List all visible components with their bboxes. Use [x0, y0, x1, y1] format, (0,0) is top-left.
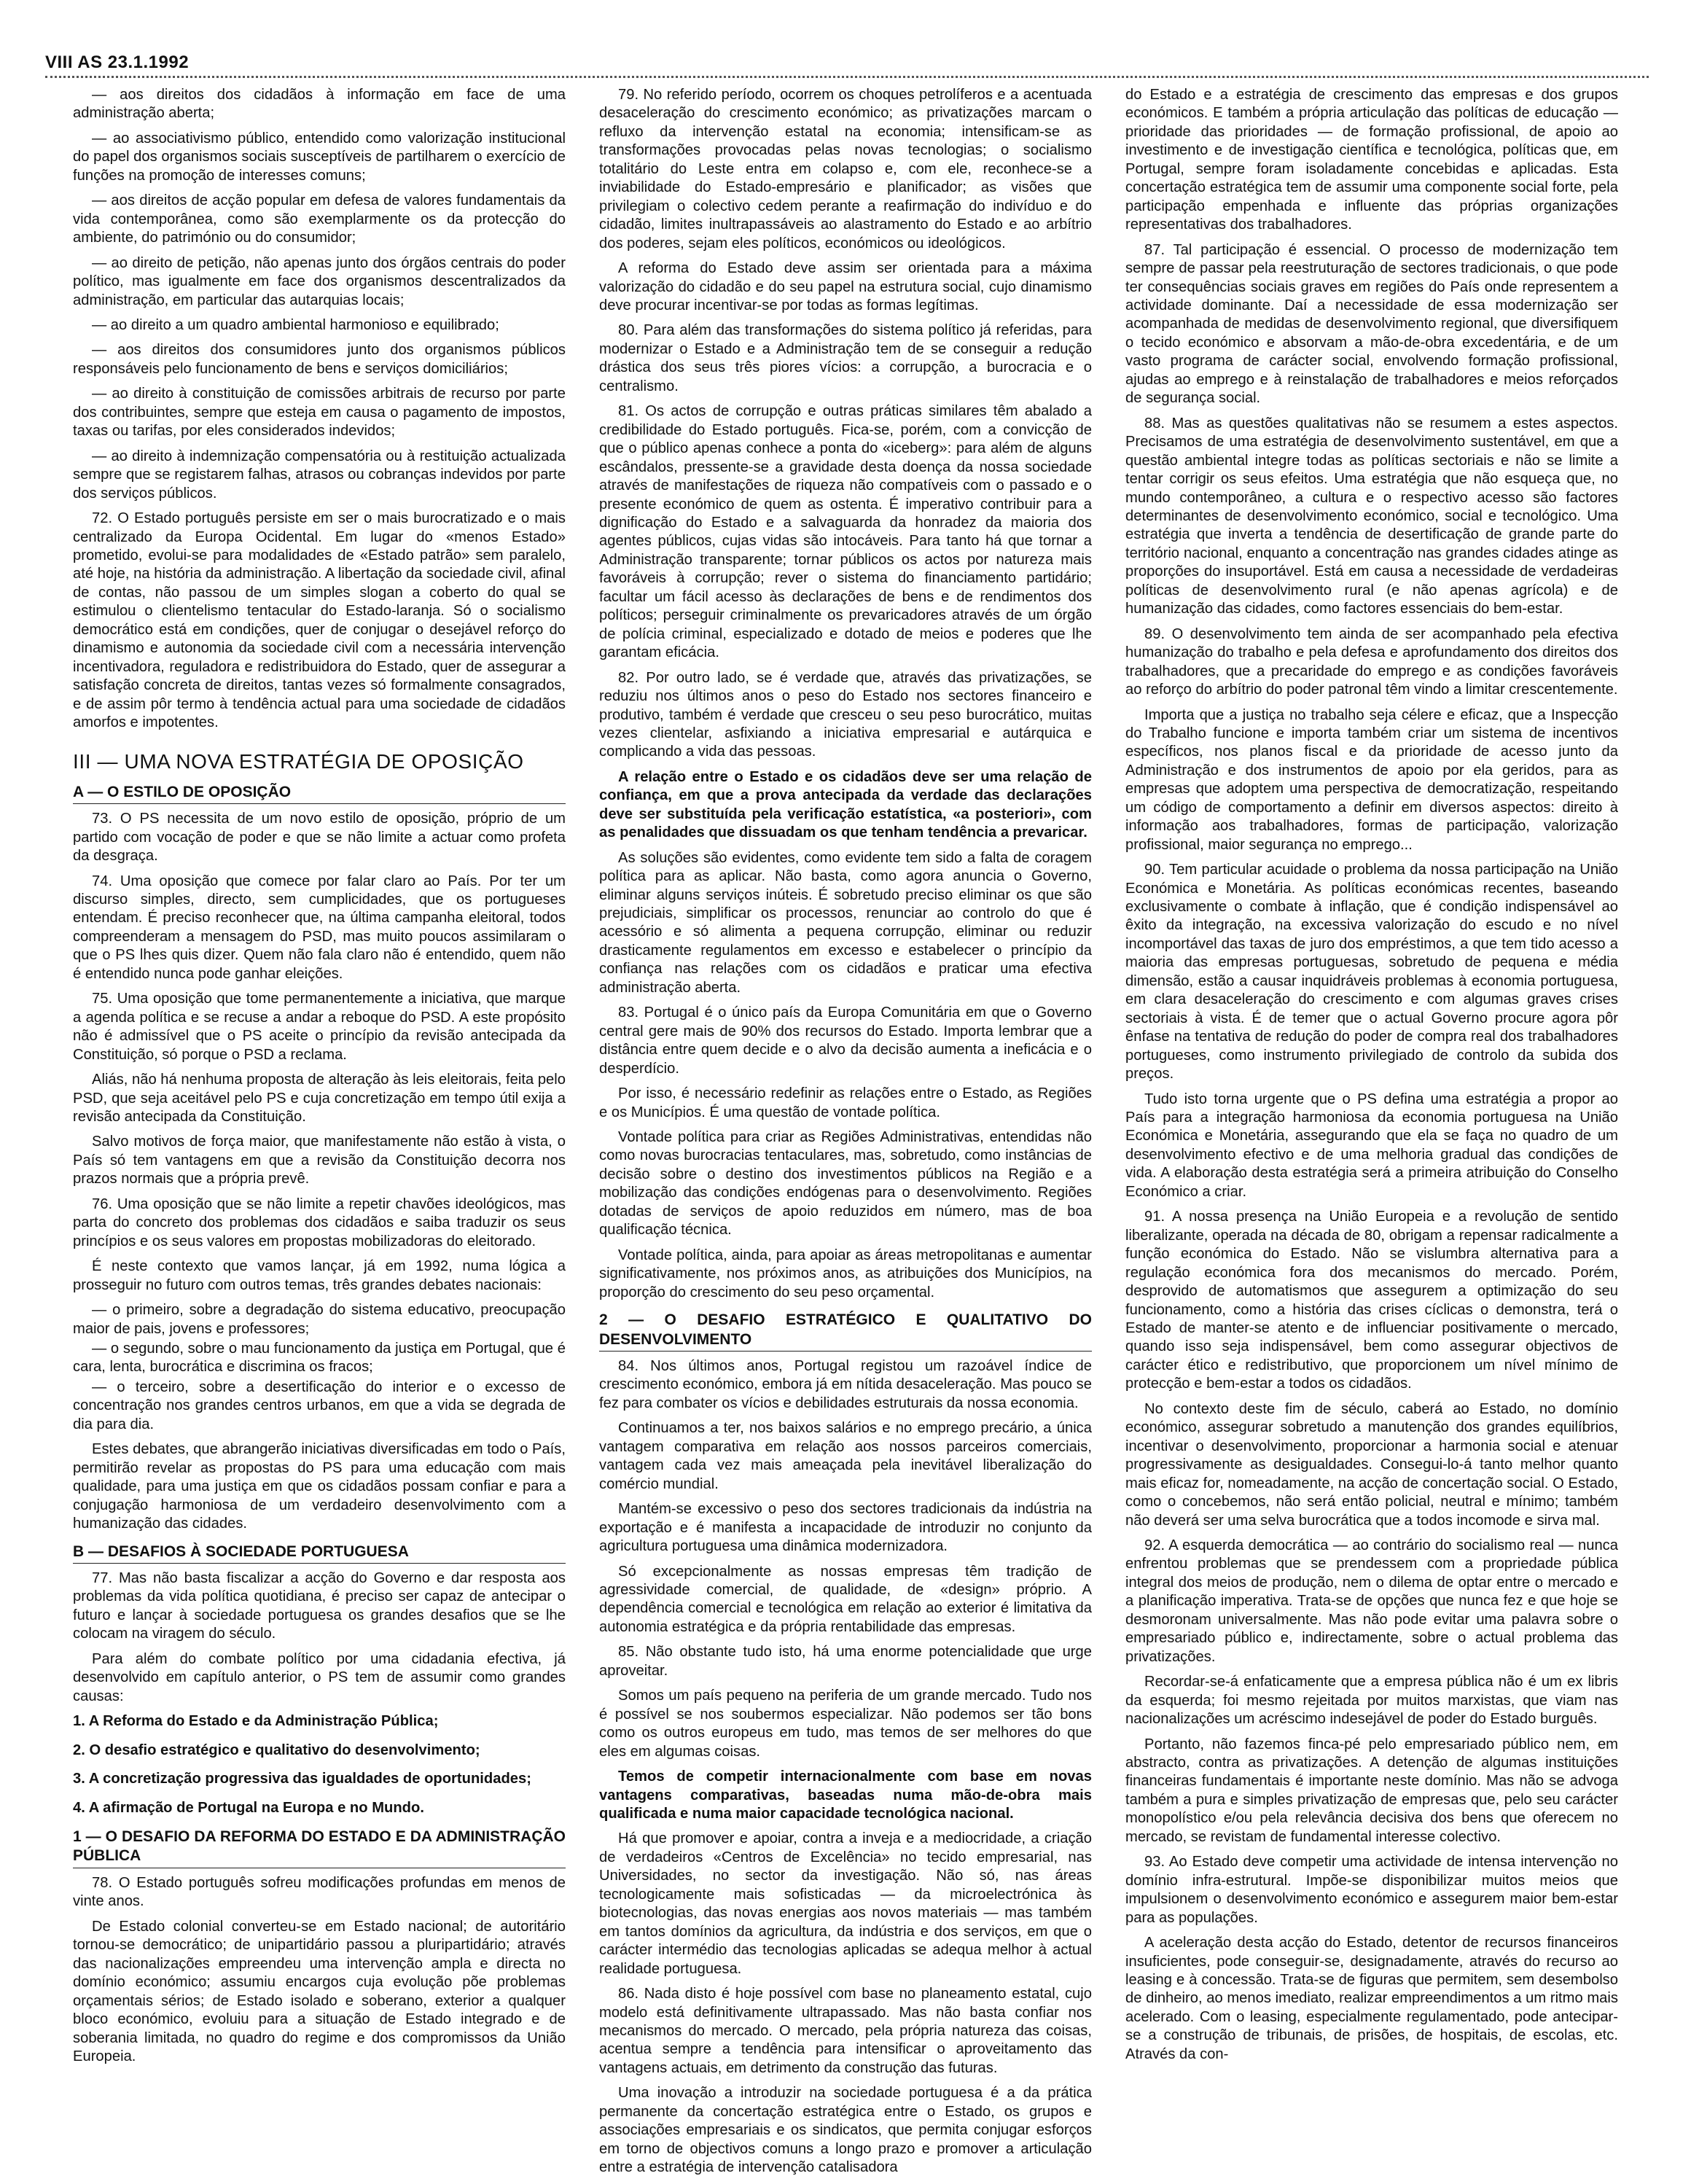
list-item: — o primeiro, sobre a degradação do sistema educativo, preocupação maior de pais, jovens e professores; [73, 1302, 566, 1337]
paragraph-82: 82. Por outro lado, se é verdade que, através das privatizações, se reduziu nos últimos anos o peso do Estado nos sectores financeiro e produtivo, também é verdade que cresceu o seu peso burocrático, muitas vezes clientelar, asfixiando a iniciativa empresarial e autárquica e complicando a vida das pessoas. [599, 669, 1092, 760]
paragraph: Tudo isto torna urgente que o PS defina uma estratégia a propor ao País para a integração harmoniosa da economia portuguesa na União Económica e Monetária, assegurando que ela se faça no quadro de um desenvolvimento efectivo e de uma melhoria gradual das condições de vida. A elaboração desta estratégia será a primeira atribuição do Conselho Económico a criar. [1125, 1091, 1618, 1200]
column-1 [73, 86, 566, 2184]
paragraph-91: 91. A nossa presença na União Europeia e a revolução de sentido liberalizante, operada na década de 80, obrigam a repensar radicalmente a função económica do Estado. Não se vislumbra alternativa para a regulação económica fora dos mecanismos do mercado. Porém, desprovido de automatismos que assegurem a optimização do seu funcionamento, como a história das crises cíclicas o demonstra, terá o Estado de manter-se atento e de influenciar positivamente o mercado, quando isso seja indispensável, bem como assegurar objectivos de carácter ético e redistributivo, que proporcionem um nível mínimo de protecção e bem-estar a todos os cidadãos. [1125, 1209, 1618, 1392]
paragraph: — aos direitos dos consumidores junto dos organismos públicos responsáveis pelo funcionamento de bens e serviços domiciliários; [73, 342, 566, 377]
paragraph: Por isso, é necessário redefinir as relações entre o Estado, as Regiões e os Municípios. É uma questão de vontade política. [599, 1085, 1092, 1120]
paragraph-72: 72. O Estado português persiste em ser o mais burocratizado e o mais centralizado da Europa Ocidental. Em lugar do «menos Estado» prometido, evolui-se para modalidades de «Estado patrão» sem paralelo, até hoje, na história da administração. A libertação da sociedade civil, afinal de contas, não passou de um simples slogan a coberto do qual se estimulou o clientelismo tentacular do Estado-laranja. Só o socialismo democrático está em condições, quer de conjugar o desejável reforço do dinamismo e autonomia da sociedade civil com a necessária intervenção incentivadora, reguladora e redistribuidora do Estado, quer de assegurar a satisfação concreta de direitos, tantas vezes só formalmente consagrados, e de assim pôr termo à tendência actual para uma sociedade de cidadãos amorfos e impotentes. [73, 510, 566, 731]
text-columns [73, 86, 1618, 2176]
paragraph: Salvo motivos de força maior, que manifestamente não estão à vista, o País só tem vantagens em que a revisão da Constituição decorra nos prazos normais que a própria prevê. [73, 1134, 566, 1187]
paragraph-78: 78. O Estado português sofreu modificações profundas em menos de vinte anos. [73, 1874, 566, 1910]
paragraph-84: 84. Nos últimos anos, Portugal registou um razoável índice de crescimento económico, embora já em nítida desaceleração. Mas pouco se fez para combater os vícios e debilidades estruturais da nossa economia. [599, 1358, 1092, 1411]
paragraph: Há que promover e apoiar, contra a inveja e a mediocridade, a criação de verdadeiros «Centros de Excelência» no tecido empresarial, nas Universidades, no sector da investigação. Não só, nas áreas tecnologicamente mais sofisticadas — da microelectrónica às biotecnologias, das novas energias aos novos materiais — mas também em tantos domínios da agricultura, da indústria e dos serviços, em que o carácter intermédio das tecnologias aplicadas se adequa melhor à actual realidade portuguesa. [599, 1830, 1092, 1977]
paragraph-83: 83. Portugal é o único país da Europa Comunitária em que o Governo central gere mais de 90% dos recursos do Estado. Importa lembrar que a distância entre quem decide e o alvo da decisão aumenta a ineficácia e o desperdício. [599, 1005, 1092, 1077]
cause-item: 2. O desafio estratégico e qualitativo do desenvolvimento; [73, 1742, 480, 1758]
cause-item: 4. A afirmação de Portugal na Europa e no Mundo. [73, 1799, 424, 1816]
paragraph: Temos de competir internacionalmente com base em novas vantagens comparativas, baseadas numa mão-de-obra mais qualificada e numa maior capacidade tecnológica nacional. [599, 1768, 1092, 1822]
paragraph: Continuamos a ter, nos baixos salários e no emprego precário, a única vantagem comparativa em relação aos nossos parceiros comerciais, vantagem cada vez mais ameaçada pela inevitável liberalização do comércio mundial. [599, 1420, 1092, 1492]
paragraph: Vontade política, ainda, para apoiar as áreas metropolitanas e aumentar significativamente, nos próximos anos, as atribuições dos Municípios, na proporção do crescimento do seu peso orçamental. [599, 1247, 1092, 1300]
paragraph: No contexto deste fim de século, caberá ao Estado, no domínio económico, assegurar sobretudo a manutenção dos grandes equilíbrios, incentivar o desenvolvimento, proporcionar a harmonia social e atenuar progressivamente as desigualdades. Consegui-lo-á tanto melhor quanto mais eficaz for, nomeadamente, na acção de concertação social. O Estado, como o concebemos, não será então policial, neutral e mínimo; também não deverá ser uma selva burocrática que a todos incomode e sirva mal. [1125, 1400, 1618, 1529]
paragraph: Uma inovação a introduzir na sociedade portuguesa é a da prática permanente da concertação estratégica entre o Estado, os grupos e associações empresariais e os sindicatos, que permita conjugar esforços em torno de objectivos comuns a longo prazo e promover a articulação entre a estratégia de intervenção catalisadora [599, 2085, 1092, 2176]
paragraph: Só excepcionalmente as nossas empresas têm tradição de agressividade comercial, de qualidade, de «design» próprio. A dependência comercial e tecnológica em relação ao exterior é limitativa da autonomia estratégica e da própria rentabilidade das empresas. [599, 1563, 1092, 1635]
paragraph: Mantém-se excessivo o peso dos sectores tradicionais da indústria na exportação e é manifesta a incapacidade de introduzir no conjunto da agricultura portuguesa uma dinâmica modernizadora. [599, 1501, 1092, 1555]
paragraph-80: 80. Para além das transformações do sistema político já referidas, para modernizar o Estado e a Administração tem de se conseguir a redução drástica dos seus três piores vícios: a corrupção, a burocracia e o centralismo. [599, 322, 1092, 394]
section-heading-a: A — O ESTILO DE OPOSIÇÃO [73, 783, 566, 804]
paragraph-88: 88. Mas as questões qualitativas não se resumem a estes aspectos. Precisamos de uma estratégia de desenvolvimento sustentável, em que a questão ambiental integre todas as políticas sectoriais e não se limite a tentar corrigir os seus efeitos. Uma estratégia que não esqueça que, no mundo contemporâneo, a cultura e o respectivo acesso são factores determinantes de desenvolvimento económico, social e tecnológico. Uma estratégia que inverta a tendência de desertificação de grande parte do território nacional, enquanto a concentração nas grandes cidades atinge as proporções do insuportável. Está em causa a necessidade de verdadeiras políticas de desenvolvimento rural (e não apenas agrícola) e de humanização das cidades, como factores essenciais do bem-estar. [1125, 415, 1618, 617]
paragraph: — ao associativismo público, entendido como valorização institucional do papel dos organismos sociais susceptíveis de partilharem o exercício de funções na promoção de interesses comuns; [73, 130, 566, 184]
page-header [45, 44, 1649, 78]
paragraph: De Estado colonial converteu-se em Estado nacional; de autoritário tornou-se democrático; de unipartidário passou a pluripartidário; através das nacionalizações empreendeu uma intervenção ampla e directa no domínio económico; assumiu encargos cuja evolução põe problemas orçamentais sérios; de Estado isolado e soberano, exterior a qualquer bloco económico, evoluiu para a situação de Estado integrado e de soberania limitada, no quadro do regime e dos compromissos da União Europeia. [73, 1918, 566, 2064]
paragraph-77: 77. Mas não basta fiscalizar a acção do Governo e dar resposta aos problemas da vida política quotidiana, é preciso ser capaz de antecipar o futuro e lançar à sociedade portuguesa os grandes desafios que se lhe colocam na viragem do século. [73, 1569, 566, 1642]
paragraph: As soluções são evidentes, como evidente tem sido a falta de coragem política para as aplicar. Não basta, como agora anuncia o Governo, eliminar alguns serviços inúteis. É sobretudo preciso eliminar os que são prejudiciais, simplificar os processos, renunciar ao controlo do que é acessório e só alimenta a pequena corrupção, eliminar ou reduzir drasticamente regulamentos em excesso e estabelecer o princípio da confiança nas relações com os cidadãos e praticar uma efectiva administração aberta. [599, 849, 1092, 996]
paragraph: — aos direitos dos cidadãos à informação em face de uma administração aberta; [73, 87, 566, 122]
paragraph-85: 85. Não obstante tudo isto, há uma enorme potencialidade que urge aproveitar. [599, 1644, 1092, 1679]
paragraph-79: 79. No referido período, ocorrem os choques petrolíferos e a acentuada desaceleração do crescimento económico; as privatizações marcam o refluxo da intervenção estatal na economia; intensificam-se as transformações provocadas pelas novas tecnologias; o socialismo totalitário do Leste entra em colapso e, com ele, reconhece-se a inviabilidade do Estado-empresário e planificador; as visões que privilegiam o colectivo cedem perante a reafirmação do indivíduo e do cidadão, limites inultrapassáveis ao alastramento do Estado e ao arbítrio dos poderes, sejam eles políticos, económicos ou ideológicos. [599, 87, 1092, 251]
paragraph: Estes debates, que abrangerão iniciativas diversificadas em todo o País, permitirão revelar as propostas do PS para uma educação com mais qualidade, para uma justiça em que os cidadãos possam confiar e para a conjugação harmoniosa de um verdadeiro desenvolvimento com a humanização das cidades. [73, 1441, 566, 1532]
paragraph-93: 93. Ao Estado deve competir uma actividade de intensa intervenção no domínio infra-estrutural. Impõe-se disponibilizar muitos meios que impulsionem o desenvolvimento económico e assegurem maior bem-estar para as populações. [1125, 1854, 1618, 1926]
paragraph: A aceleração desta acção do Estado, detentor de recursos financeiros insuficientes, pode conseguir-se, designadamente, através do recurso ao leasing e à concessão. Trata-se de figuras que permitem, sem desembolso de dinheiro, ao menos imediato, realizar empreendimentos a um ritmo mais acelerado. Com o leasing, especialmente regulamentado, pode antecipar-se a construção de tribunais, de prisões, de hospitais, de escolas, etc. Através da con- [1125, 1935, 1618, 2062]
paragraph: Importa que a justiça no trabalho seja célere e eficaz, que a Inspecção do Trabalho funcione e importa também criar um sistema de incentivos específicos, nos planos fiscal e da prioridade de acesso junto da Administração e dos instrumentos de apoio por ela geridos, para as empresas que adoptem uma perspectiva de democratização, respeitando um código de comportamento a definir em diversos aspectos: direito à informação aos trabalhadores, formas de participação, valorização profissional, maior segurança no emprego... [1125, 706, 1618, 853]
part-heading: III — UMA NOVA ESTRATÉGIA DE OPOSIÇÃO [73, 749, 524, 773]
paragraph: do Estado e a estratégia de crescimento das empresas e dos grupos económicos. E também a própria articulação das políticas de educação — prioridade das prioridades — de formação profissional, de apoio ao investimento e de investigação científica e tecnológica, políticas que, em Portugal, sempre foram isoladamente concebidas e aplicadas. Esta concertação estratégica tem de assumir uma componente social forte, pela participação empenhada e influente das próprias organizações representativas dos trabalhadores. [1125, 87, 1618, 233]
paragraph: Vontade política para criar as Regiões Administrativas, entendidas não como novas burocracias tentaculares, mas, sobretudo, como instâncias de decisão sobre o destino dos investimentos públicos na Região e a mobilização das condições endógenas para o desenvolvimento. Regiões dotadas de serviços de apoio reduzidos em número, mas de boa qualificação técnica. [599, 1129, 1092, 1239]
column-2 [599, 86, 1092, 2184]
paragraph-76: 76. Uma oposição que se não limite a repetir chavões ideológicos, mas parta do concreto dos problemas dos cidadãos e saiba traduzir os seus princípios e os seus valores em propostas mobilizadoras do eleitorado. [73, 1196, 566, 1249]
cause-item: 1. A Reforma do Estado e da Administração Pública; [73, 1713, 439, 1730]
subsection-heading-2: 2 — O DESAFIO ESTRATÉGICO E QUALITATIVO DO DESENVOLVIMENTO [599, 1311, 1092, 1352]
paragraph-74: 74. Uma oposição que comece por falar claro ao País. Por ter um discurso simples, directo, sem cumplicidades, que os portugueses entendam. É preciso reconhecer que, na última campanha eleitoral, todos compreenderam a mensagem do PSD, mas muito poucos assimilaram o que o PS lhes quis dizer. Quem não fala claro não é entendido, quem não é entendido nunca pode ganhar eleições. [73, 873, 566, 982]
paragraph-73: 73. O PS necessita de um novo estilo de oposição, próprio de um partido com vocação de poder e que se não limite a actuar como profeta da desgraça. [73, 811, 566, 865]
paragraph: — aos direitos de acção popular em defesa de valores fundamentais da vida contemporânea, como são exemplarmente os da protecção do ambiente, do património ou do consumidor; [73, 192, 566, 246]
paragraph: — ao direito à constituição de comissões arbitrais de recurso por parte dos contribuintes, sempre que esteja em causa o pagamento de impostos, taxas ou tarifas, por eles considerados indevidos; [73, 386, 566, 440]
paragraph-86: 86. Nada disto é hoje possível com base no planeamento estatal, cujo modelo está definitivamente ultrapassado. Mas não basta confiar nos mecanismos do mercado. O mercado, pela própria natureza das coisas, acentua sempre a tendência para intensificar o aproveitamento das vantagens actuais, em detrimento da construção das futuras. [599, 1986, 1092, 2076]
list-item: — o segundo, sobre o mau funcionamento da justiça em Portugal, que é cara, lenta, burocrática e discrimina os fracos; [73, 1341, 566, 1376]
paragraph: Portanto, não fazemos finca-pé pelo empresariado público nem, em abstracto, contra as privatizações. A detenção de algumas instituições financeiras fundamentais é importante neste domínio. Mas não se advoga também a pura e simples privatização de empresas que, pelo seu carácter monopolístico e/ou pela relevância decisiva dos bens que oferecem no mercado, se revistam de fundamental interesse colectivo. [1125, 1736, 1618, 1845]
paragraph: Recordar-se-á enfaticamente que a empresa pública não é um ex libris da esquerda; foi mesmo rejeitada por muitos marxistas, que viam nas nacionalizações um acréscimo indesejável de poder do Estado burguês. [1125, 1674, 1618, 1728]
section-heading-b: B — DESAFIOS À SOCIEDADE PORTUGUESA [73, 1543, 566, 1564]
paragraph: É neste contexto que vamos lançar, já em 1992, numa lógica a prosseguir no futuro com outros temas, três grandes debates nacionais: [73, 1258, 566, 1293]
paragraph: — ao direito à indemnização compensatória ou à restituição actualizada sempre que se registarem falhas, atrasos ou cobranças indevidos por parte dos serviços públicos. [73, 448, 566, 502]
paragraph: — ao direito a um quadro ambiental harmonioso e equilibrado; [92, 316, 499, 333]
paragraph: A relação entre o Estado e os cidadãos deve ser uma relação de confiança, em que a prova antecipada da verdade das declarações deve ser substituída pela verificação estatística, «a posteriori», com as penalidades que dissuadam os que tenham tendência a prevaricar. [599, 768, 1092, 841]
list-item: — o terceiro, sobre a desertificação do interior e o excesso de concentração nos grandes centros urbanos, em que a vida se degrada de dia para dia. [73, 1378, 566, 1432]
paragraph-92: 92. A esquerda democrática — ao contrário do socialismo real — nunca enfrentou problemas que se prendessem com a propriedade pública integral dos meios de produção, nem o dilema de optar entre o mercado e a planificação imperativa. Trata-se de opções que nunca fez e que hoje se desmoronam universalmente. Mas não pode evitar uma palavra sobre o empresariado público e, indirectamente, sobre o actual problema das privatizações. [1125, 1537, 1618, 1665]
paragraph-90: 90. Tem particular acuidade o problema da nossa participação na União Económica e Monetária. As políticas económicas recentes, baseando exclusivamente o combate à inflação, que é condição indispensável ao êxito da integração, na excessiva valorização do escudo e no nível incomportável das taxas de juro dos empréstimos, a que tem tido acesso a maioria das empresas portuguesas, sobretudo de pequena e média dimensão, estão a causar inquidráveis problemas à economia portuguesa, em clara desaceleração do crescimento e com algumas graves crises sectoriais à vista. É de temer que o actual Governo procure agora pôr ênfase na tentativa de redução do poder de compra real dos trabalhadores portugueses, como instrumento privilegiado de controlo da subida dos preços. [1125, 862, 1618, 1083]
paragraph: Para além do combate político por uma cidadania efectiva, já desenvolvido em capítulo anterior, o PS tem de assumir como grandes causas: [73, 1650, 566, 1704]
paragraph: — ao direito de petição, não apenas junto dos órgãos centrais do poder político, mas igualmente em face dos organismos descentralizados da administração, em particular das autarquias locais; [73, 254, 566, 308]
paragraph-87: 87. Tal participação é essencial. O processo de modernização tem sempre de passar pela reestruturação de sectores tradicionais, o que pode ter consequências sociais graves em regiões do País onde representem a actividade dominante. Daí a necessidade de essa modernização ser acompanhada de medidas de desenvolvimento regional, que diversifiquem o tecido económico e absorvam a mão-de-obra excedentária, e de um vasto programa de carácter social, envolvendo formação profissional, ajudas ao emprego e à reinstalação de trabalhadores e meios reforçados de segurança social. [1125, 241, 1618, 407]
paragraph: Somos um país pequeno na periferia de um grande mercado. Tudo nos é possível se nos soubermos especializar. Não podemos ser tão bons como os outros europeus em tudo, mas temos de ser melhores do que eles em algumas coisas. [599, 1688, 1092, 1760]
paragraph-75: 75. Uma oposição que tome permanentemente a iniciativa, que marque a agenda política e se recuse a andar a reboque do PSD. A este propósito não é admissível que o PS aceite o princípio da revisão antecipada da Constituição, só porque o PSD a reclama. [73, 991, 566, 1063]
paragraph-81: 81. Os actos de corrupção e outras práticas similares têm abalado a credibilidade do Estado português. Fica-se, porém, com a convicção de que o público apenas conhece a ponta do «iceberg»: para além de alguns escândalos, pressente-se a gravidade desta doença da nossa sociedade através de manifestações de riqueza não compatíveis com o passado e o presente económico de quem as ostenta. É imperativo contribuir para a dignificação do Estado e a salvaguarda da honradez da maioria dos agentes públicos, cujas vidas são intocáveis. Para tanto há que tornar a Administração transparente; tornar públicos os actos por natureza mais favoráveis à corrupção; rever o sistema do financiamento partidário; facultar um fácil acesso às declarações de bens e de rendimentos dos políticos; perseguir criminalmente os prevaricadores através de um órgão de polícia criminal, especializado e dotado de meios e poderes que lhe garantam eficácia. [599, 403, 1092, 661]
subsection-heading-1: 1 — O DESAFIO DA REFORMA DO ESTADO E DA ADMINISTRAÇÃO PÚBLICA [73, 1828, 566, 1868]
paragraph: A reforma do Estado deve assim ser orientada para a máxima valorização do cidadão e do seu papel na estrutura social, cujo dinamismo deve procurar incentivar-se por todas as formas legítimas. [599, 260, 1092, 313]
running-head: VIII AS 23.1.1992 [45, 52, 190, 72]
column-3 [1125, 86, 1618, 2184]
cause-item: 3. A concretização progressiva das igualdades de oportunidades; [73, 1771, 531, 1787]
paragraph: Aliás, não há nenhuma proposta de alteração às leis eleitorais, feita pelo PSD, que seja aceitável pelo PS e cuja concretização em tempo útil exija a revisão antecipada da Constituição. [73, 1072, 566, 1126]
paragraph-89: 89. O desenvolvimento tem ainda de ser acompanhado pela efectiva humanização do trabalho e pela defesa e aprofundamento dos direitos dos trabalhadores, que a precaridade do emprego e as condições favoráveis ao reforço do arbítrio do poder patronal têm vindo a limitar crescentemente. [1125, 625, 1618, 698]
